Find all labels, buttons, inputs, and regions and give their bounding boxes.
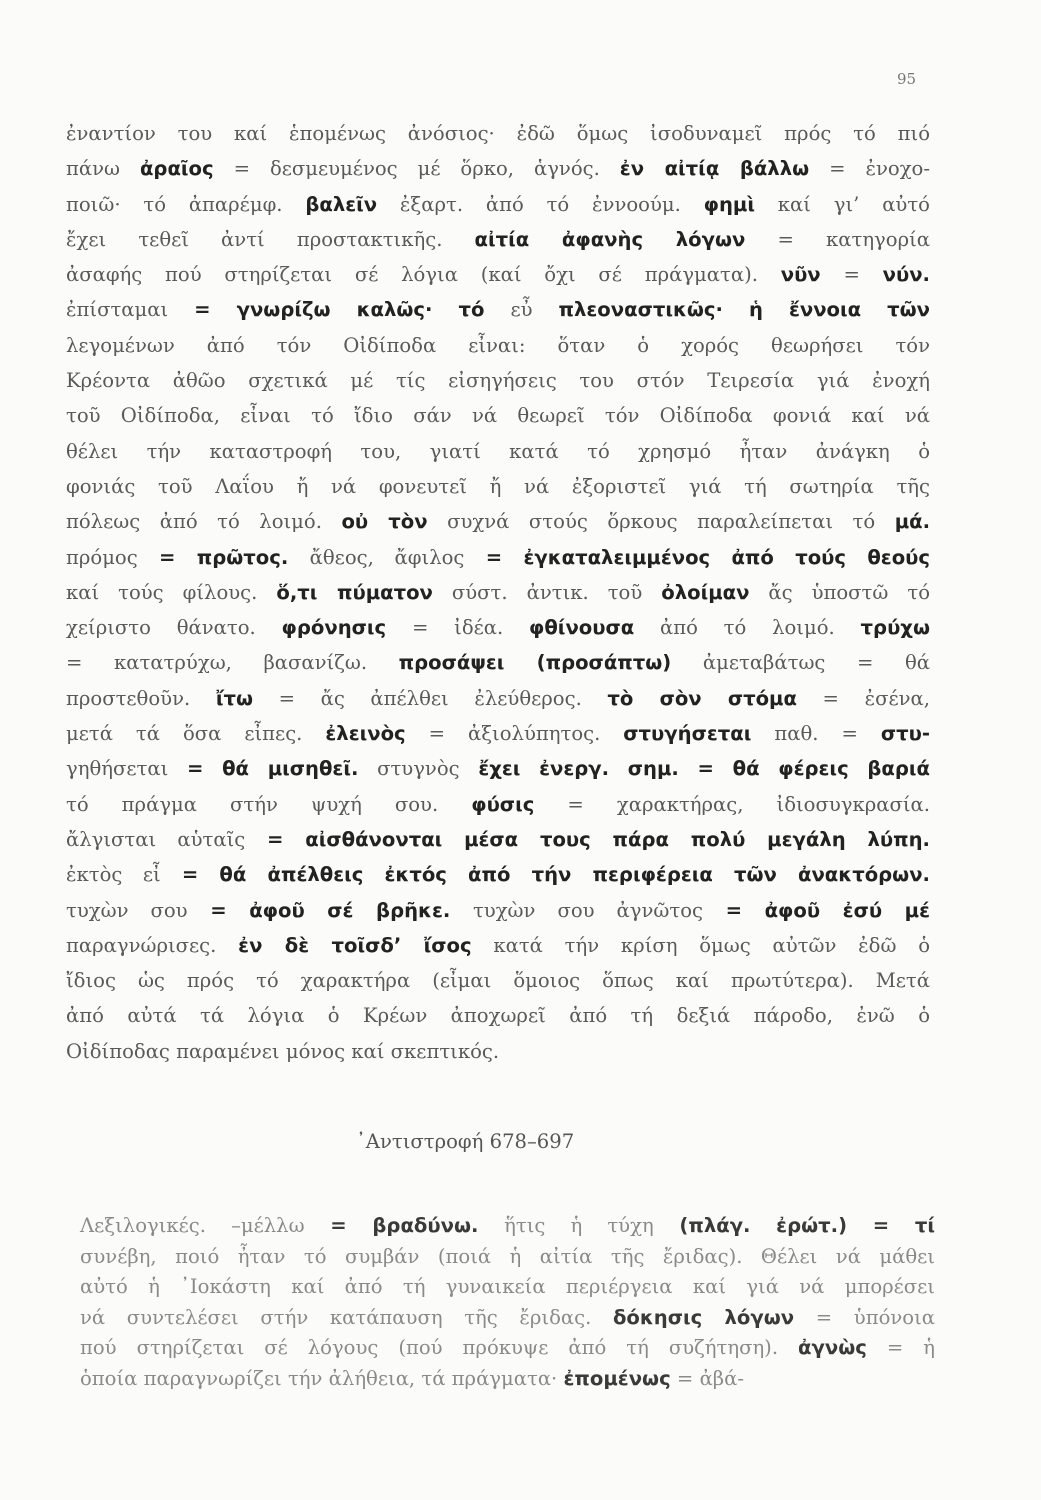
line-text: σύστ. ἀντικ. τοῦ	[432, 580, 662, 604]
line-text: κατά τήν κρίση ὅμως αὐτῶν ἐδῶ ὁ	[471, 933, 930, 957]
line-text: =	[820, 263, 883, 287]
line-text: ἄθεος, ἄφιλος	[309, 545, 465, 569]
text-line	[66, 716, 930, 751]
lemma-term: βαλεῖν	[305, 192, 378, 216]
line-text: = ἀβά-	[670, 1366, 744, 1390]
lemma-term: μά.	[894, 510, 931, 534]
text-line	[66, 681, 930, 716]
text-line	[66, 292, 930, 327]
line-text: αὐτό ἡ ᾽Ιοκάστη καί ἀπό τή γυναικεία περιέργεια καί γιά νά μπορέσει	[80, 1275, 935, 1299]
text-line	[80, 1303, 935, 1334]
text-line	[66, 151, 930, 186]
text-line	[80, 1364, 935, 1395]
line-text: καί τούς φίλους.	[66, 580, 277, 604]
text-line	[80, 1333, 935, 1364]
lemma-term: ὅ,τι πύματον	[276, 580, 433, 604]
lemma-term: οὐ τὸν	[341, 510, 428, 534]
lemma-term: ἔχει ἐνεργ. σημ. = θά φέρεις βαριά	[459, 757, 930, 781]
line-text: Λεξιλογικές. –μέλλω	[80, 1214, 305, 1237]
lemma-term: φύσις	[471, 792, 535, 816]
line-text: ἀπό τό λοιμό.	[634, 616, 861, 640]
lemma-term: νῦν	[780, 263, 821, 287]
text-line	[66, 645, 930, 680]
lemma-term: ἐν αἰτίᾳ βάλλω	[619, 157, 810, 181]
lemma-term: νύν.	[882, 263, 930, 287]
lemma-term: = πρῶτος.	[137, 545, 310, 569]
lemma-term: = ἀφοῦ ἐσύ μέ	[702, 898, 930, 922]
line-text: τοῦ Οἰδίποδα, εἶναι τό ἴδιο σάν νά θεωρεῖ τόν Οἰδίποδα φονιά καί νά	[66, 404, 930, 428]
lemma-term: ἀραῖος	[139, 157, 214, 181]
lemma-term: δόκησις λόγων	[612, 1305, 795, 1329]
lemma-term: ἐπομένως	[563, 1366, 671, 1390]
line-text: συνέβη, ποιό ἦταν τό συμβάν (ποιά ἡ αἰτία τῆς ἔριδας). Θέλει νά μάθει	[80, 1244, 935, 1268]
lemma-term: στυγήσεται	[623, 722, 752, 746]
line-text: ἐκτὸς εἶ	[66, 863, 161, 887]
line-text: χείριστο θάνατο.	[66, 616, 282, 640]
text-line	[66, 363, 930, 398]
line-text: ἐξαρτ. ἀπό τό ἐννοούμ.	[377, 192, 704, 216]
line-text: ἴδιος ὡς πρός τό χαρακτήρα (εἶμαι ὅμοιος ὅπως καί πρωτύτερα). Μετά	[66, 969, 930, 993]
lemma-term: ὀλοίμαν	[661, 580, 750, 604]
lemma-term: = αἰσθάνονται μέσα τους πάρα πολύ μεγάλη λύπη.	[245, 827, 930, 851]
lemma-term: φρόνησις	[281, 616, 387, 640]
line-text: μετά τά ὅσα εἶπες.	[66, 722, 326, 746]
line-text: πόλεως ἀπό τό λοιμό.	[66, 510, 342, 534]
text-line	[66, 540, 930, 575]
text-line	[66, 469, 930, 504]
line-text: ἀμεταβάτως = θά	[671, 651, 931, 675]
lemma-term: στυ-	[880, 722, 930, 746]
text-line	[66, 928, 930, 963]
text-line	[66, 787, 930, 822]
lemma-term: φημὶ	[703, 192, 755, 216]
text-line	[66, 398, 930, 433]
line-text: πρόμος	[66, 545, 138, 569]
text-line	[66, 434, 930, 469]
line-text: = ὑπόνοια	[794, 1305, 935, 1329]
line-text: ἀσαφής πού στηρίζεται σέ λόγια (καί ὄχι σέ πράγματα).	[66, 263, 781, 287]
line-text: = κατηγορία	[745, 227, 930, 251]
line-text: ἄς ὑποστῶ τό	[749, 580, 930, 604]
lemma-term: (πλάγ. ἐρώτ.) = τί	[653, 1214, 936, 1237]
line-text: = ἡ	[866, 1336, 935, 1360]
line-text: πού στηρίζεται σέ λόγους (πού πρόκυψε ἀπό τή συζήτηση).	[80, 1336, 799, 1360]
line-text: = δεσμευμένος μέ ὅρκο, ἁγνός.	[213, 157, 620, 181]
lemma-term: = θά μισηθεῖ.	[168, 757, 378, 781]
line-text: ἐναντίον του καί ἑπομένως ἀνόσιος· ἐδῶ ὅμως ἰσοδυναμεῖ πρός τό πιό	[66, 122, 930, 145]
lemma-term: προσάψει (προσάπτω)	[398, 651, 672, 675]
line-text: = ἀξιολύπητος.	[405, 722, 624, 746]
line-text: ἔχει τεθεῖ ἀντί προστακτικῆς.	[66, 227, 475, 251]
commentary-text	[66, 116, 930, 1069]
line-text: Οἰδίποδας παραμένει μόνος καί σκεπτικός.	[66, 1039, 500, 1063]
line-text: = ἰδέα.	[386, 616, 530, 640]
line-text: θέλει τήν καταστροφή του, γιατί κατά τό χρησμό ἦταν ἀνάγκη ὁ	[66, 439, 930, 463]
line-text: = κατατρύχω, βασανίζω.	[66, 651, 399, 675]
lemma-term: = θά ἀπέλθεις ἐκτός ἀπό τήν περιφέρεια τῶν ἀνακτόρων.	[160, 863, 930, 887]
lemma-term: τρύχω	[860, 616, 930, 640]
text-line	[66, 257, 930, 292]
text-line	[66, 998, 930, 1033]
line-text: φονιάς τοῦ Λαΐου ἤ νά φονευτεῖ ἤ νά ἐξοριστεῖ γιά τή σωτηρία τῆς	[66, 474, 930, 498]
line-text: παθ. =	[751, 722, 881, 746]
glossary-text	[80, 1211, 935, 1395]
text-line	[80, 1272, 935, 1303]
line-text: τό πράγμα στήν ψυχή σου.	[66, 792, 472, 816]
line-text: στυγνὸς	[377, 757, 460, 781]
line-text: προστεθοῦν.	[66, 686, 216, 710]
line-text: εὖ	[510, 298, 533, 322]
line-text: ποιῶ· τό ἀπαρέμφ.	[66, 192, 306, 216]
lemma-term: ἐν δὲ τοῖσδ’ ἴσος	[238, 933, 472, 957]
lemma-term: αἰτία ἀφανὴς λόγων	[474, 227, 746, 251]
line-text: τυχὼν σου	[66, 898, 188, 922]
text-line	[66, 610, 930, 645]
text-line	[66, 1034, 930, 1069]
text-line	[66, 575, 930, 610]
text-line	[66, 963, 930, 998]
line-text: = χαρακτήρας, ἰδιοσυγκρασία.	[534, 792, 930, 816]
lemma-term: ἐλεινὸς	[325, 722, 406, 746]
line-text: πάνω	[66, 157, 140, 181]
line-text: = ἐνοχο-	[809, 157, 930, 181]
line-text: συχνά στούς ὅρκους παραλείπεται τό	[427, 510, 895, 534]
line-text: παραγνώρισες.	[66, 933, 239, 957]
text-line	[66, 857, 930, 892]
line-text: γηθήσεται	[66, 757, 169, 781]
page-number: 95	[897, 70, 917, 88]
lemma-term: ἴτω	[215, 686, 253, 710]
lemma-term: = ἐγκαταλειμμένος ἀπό τούς θεούς	[464, 545, 931, 569]
line-text: ἥτις ἡ τύχη	[504, 1214, 654, 1237]
lemma-term: = βραδύνω.	[304, 1214, 505, 1237]
lemma-term: φθίνουσα	[529, 616, 635, 640]
line-text: ἐπίσταμαι	[66, 298, 169, 322]
line-text: καί γι’ αὐτό	[754, 192, 930, 216]
lemma-term: ἀγνὼς	[798, 1336, 867, 1360]
text-line	[80, 1242, 935, 1273]
text-line	[66, 328, 930, 363]
lemma-term: τὸ σὸν στόμα	[607, 686, 797, 710]
text-line	[66, 504, 930, 539]
text-line	[66, 116, 930, 151]
line-text: Κρέοντα ἀθῶο σχετικά μέ τίς εἰσηγήσεις του στόν Τειρεσία γιά ἐνοχή	[66, 369, 930, 393]
text-line	[66, 222, 930, 257]
line-text: νά συντελέσει στήν κατάπαυση τῆς ἔριδας.	[80, 1305, 613, 1329]
section-heading: ᾽Αντιστροφή 678–697	[356, 1130, 575, 1153]
line-text: λεγομένων ἀπό τόν Οἰδίποδα εἶναι: ὅταν ὁ χορός θεωρήσει τόν	[66, 333, 930, 357]
lemma-term: = γνωρίζω καλῶς· τό	[168, 298, 511, 322]
line-text: ἀπό αὐτά τά λόγια ὁ Κρέων ἀποχωρεῖ ἀπό τή δεξιά πάροδο, ἐνῶ ὁ	[66, 1004, 930, 1028]
text-line	[66, 187, 930, 222]
line-text: = ἄς ἀπέλθει ἐλεύθερος.	[252, 686, 608, 710]
lemma-term: = ἀφοῦ σέ βρῆκε.	[187, 898, 473, 922]
line-text: = ἐσένα,	[796, 686, 930, 710]
text-line	[66, 893, 930, 928]
text-line	[66, 751, 930, 786]
line-text: τυχὼν σου ἀγνῶτος	[472, 898, 703, 922]
lemma-term: πλεοναστικῶς· ἡ ἔννοια τῶν	[532, 298, 930, 322]
line-text: ὁποία παραγνωρίζει τήν ἀλήθεια, τά πράγματα·	[80, 1366, 564, 1390]
line-text: ἄλγισται αὑταῖς	[66, 827, 246, 851]
text-line	[80, 1211, 935, 1242]
text-line	[66, 822, 930, 857]
